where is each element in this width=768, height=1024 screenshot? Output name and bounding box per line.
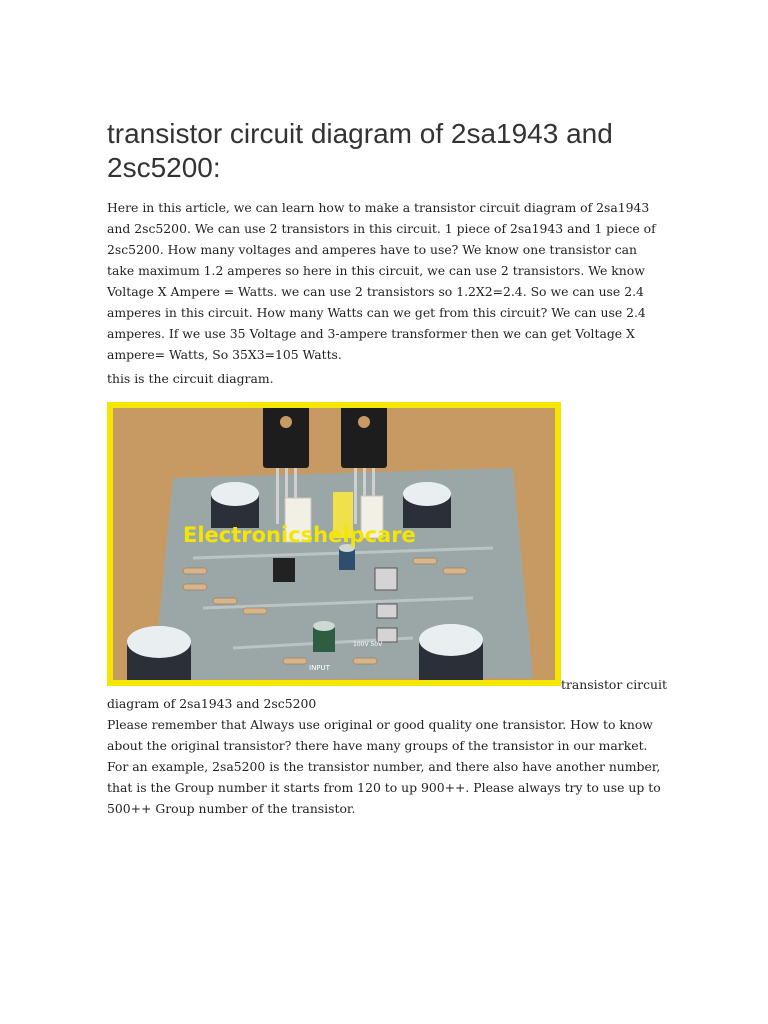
- small-capacitor: [313, 621, 335, 652]
- electrolytic-capacitor: [419, 624, 483, 680]
- image-caption-inline: transistor circuit: [561, 677, 667, 692]
- small-capacitor: [339, 544, 355, 570]
- electrolytic-capacitor: [211, 482, 259, 528]
- driver-transistor: [377, 604, 397, 618]
- driver-transistor: [377, 628, 397, 642]
- driver-transistor: [273, 558, 295, 582]
- electrolytic-capacitor: [403, 482, 451, 528]
- article-title: transistor circuit diagram of 2sa1943 and 2sc5200:: [107, 118, 613, 183]
- electrolytic-capacitor: [127, 626, 191, 680]
- intro-paragraph: Here in this article, we can learn how to make a transistor circuit diagram of 2sa1943 and 2sc5200. We can use 2 transistors in this circuit. 1 piece of 2sa1943 and 1 piece of 2sc5200. How many voltages and amperes have to use? We know one transistor can take maximum 1.2 amperes so here in this circuit, we can use 2 transistors. We know Voltage X Ampere = Watts. we can use 2 transistors so 1.2X2=2.4. So we can use 2.4 amperes in this circuit. How many Watts can we get from this circuit? We can use 2.4 amperes. If we use 35 Voltage and 3-ampere transformer then we can get Voltage X ampere= Watts, So 35X3=105 Watts.: [107, 200, 656, 362]
- board-label-input: INPUT: [309, 664, 330, 672]
- driver-transistor: [375, 568, 397, 590]
- lead-in-text: this is the circuit diagram.: [107, 371, 274, 386]
- board-label-voltage: 100V 50V: [353, 641, 383, 648]
- pcb-illustration: [113, 408, 555, 680]
- circuit-board-photo: [107, 402, 561, 686]
- closing-paragraph: Please remember that Always use original or good quality one transistor. How to know about the original transistor? there have many groups of the transistor in our market. For an example, 2sa5200 is the transistor number, and there also have another number, that is the Group number it starts from 120 to up 900++. Please always try to use up to 500++ Group number of the transistor.: [107, 717, 661, 816]
- photo-watermark: Electronicshelpcare: [183, 523, 416, 547]
- image-caption-continued: diagram of 2sa1943 and 2sc5200: [107, 696, 317, 711]
